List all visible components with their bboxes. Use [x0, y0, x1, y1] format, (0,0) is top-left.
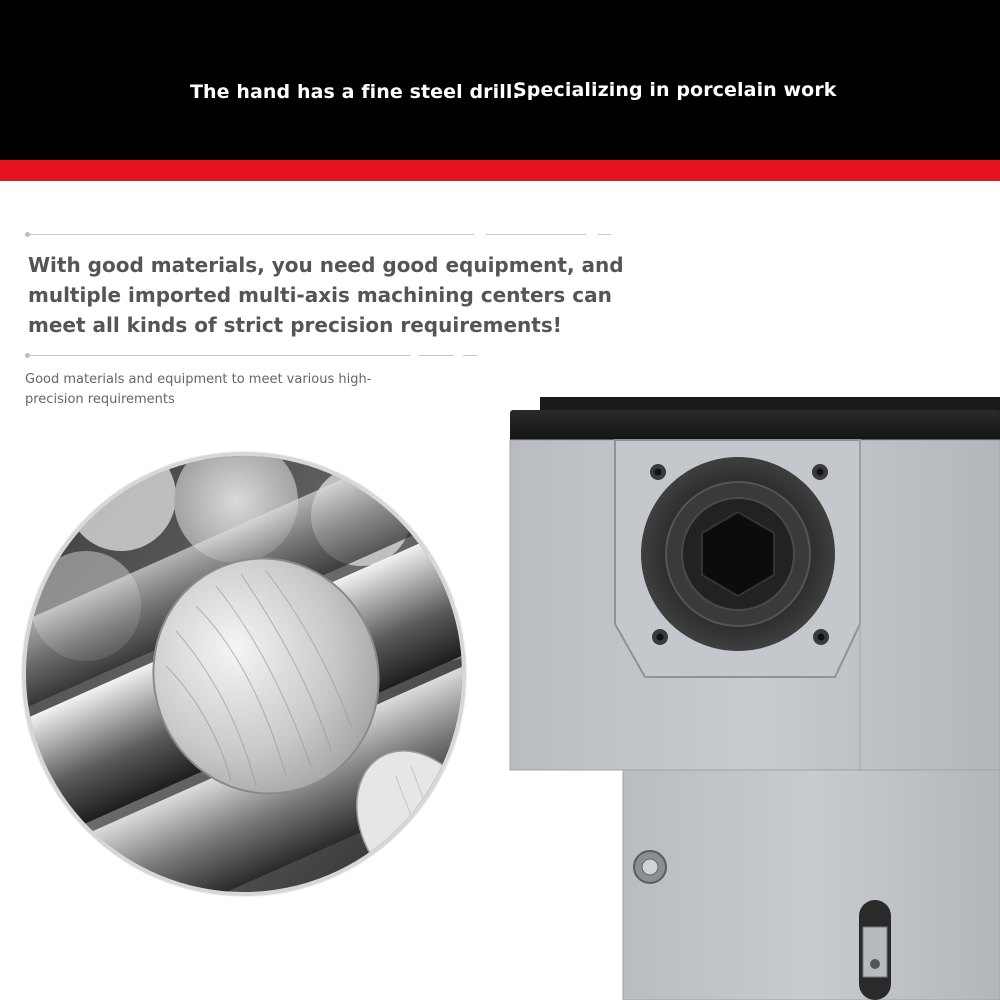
divider-line: [419, 355, 454, 356]
top-banner: [0, 0, 1000, 160]
divider-line: [598, 234, 611, 235]
divider-line: [463, 355, 477, 356]
drill-housing-photo: [505, 392, 1000, 1000]
divider-line: [30, 355, 410, 356]
banner-right-text: Specializing in porcelain work: [513, 79, 837, 101]
section-headline: With good materials, you need good equipment, and multiple imported multi-axis machining centers can meet all kinds of strict precision requirements!: [28, 253, 624, 337]
red-accent-stripe: [0, 160, 1000, 181]
steel-bars-photo: [22, 452, 466, 896]
divider-line: [30, 234, 474, 235]
banner-left-text: The hand has a fine steel drill.: [190, 81, 520, 103]
section-subtext: Good materials and equipment to meet various high-precision requirements: [25, 372, 372, 407]
divider-line: [486, 234, 586, 235]
